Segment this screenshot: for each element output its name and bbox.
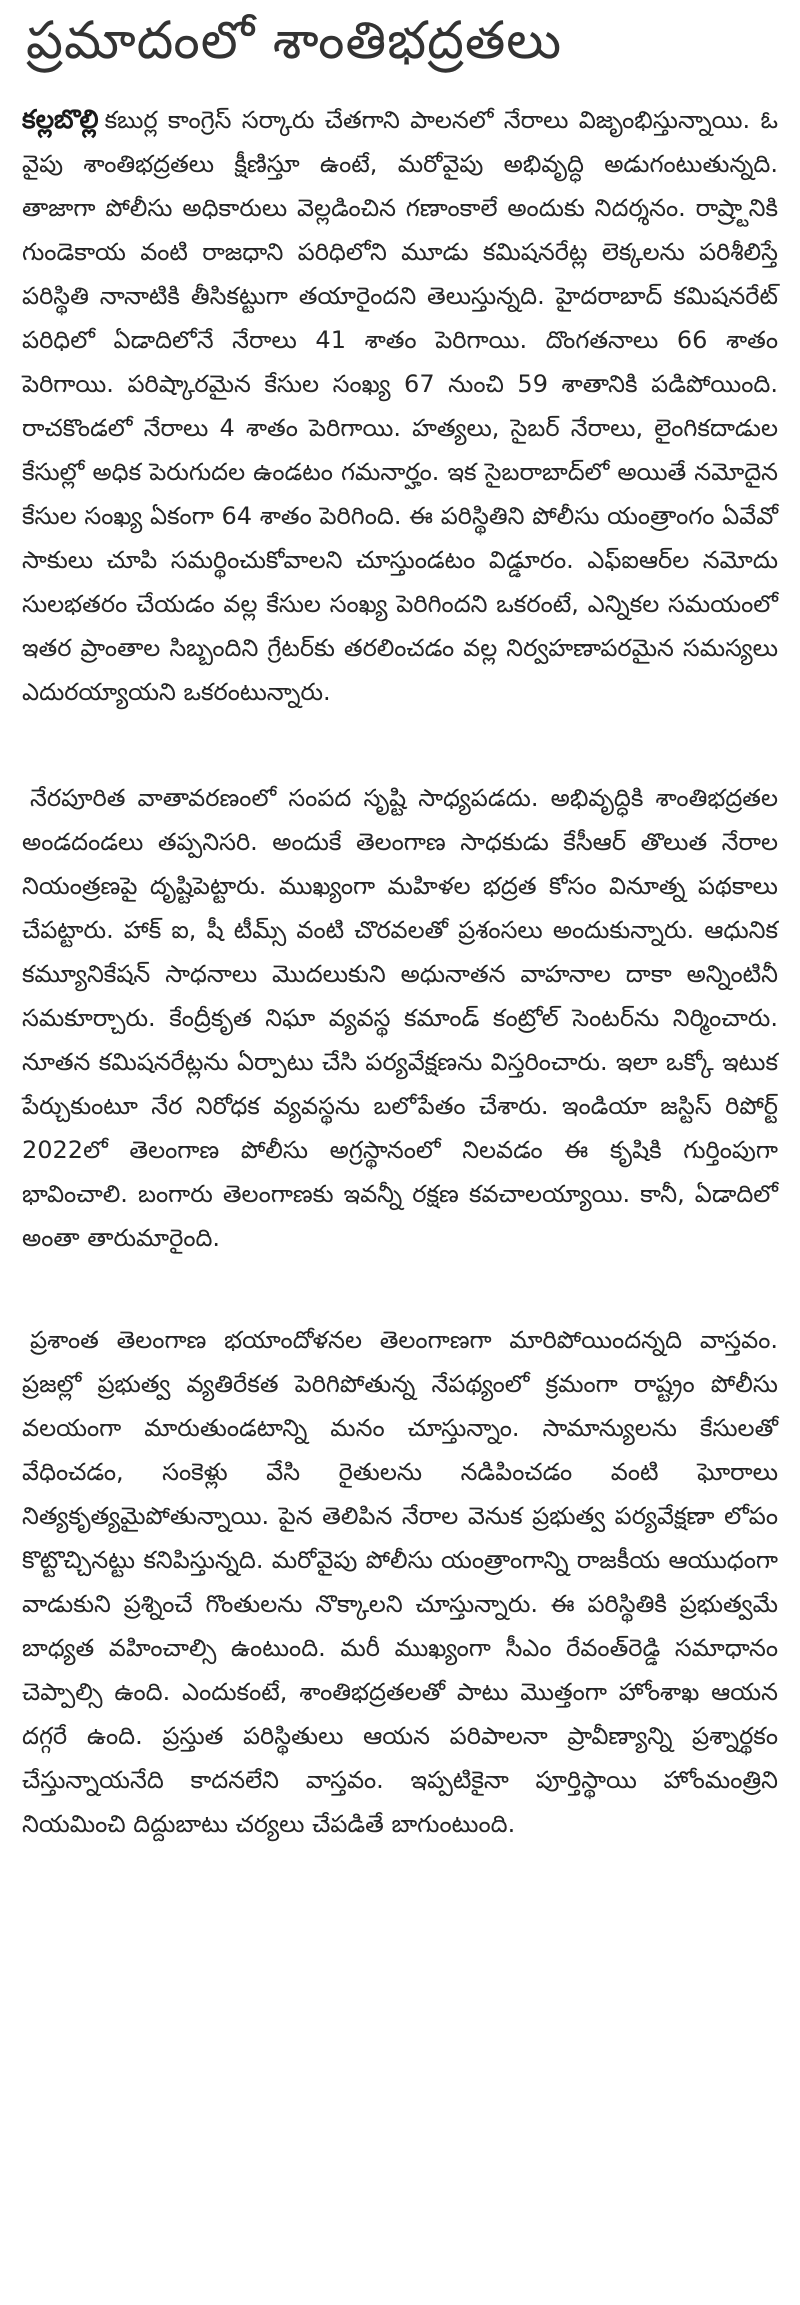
paragraph-3-text: ప్రశాంత తెలంగాణ భయాందోళనల తెలంగాణగా మారిపోయిందన్నది వాస్తవం. ప్రజల్లో ప్రభుత్వ వ్యతిరేకత పెరిగిపోతున్న నేపథ్యంలో క్రమంగా రాష్ట్రం పోలీసు వలయంగా మారుతుండటాన్ని మనం చూస్తున్నాం. సామాన్యులను కేసులతో వేధించడం, సంకెళ్లు వేసి రైతులను నడిపించడం వంటి ఘోరాలు నిత్యకృత్యమైపోతున్నాయి. పైన తెలిపిన నేరాల వెనుక ప్రభుత్వ పర్యవేక్షణా లోపం కొట్టొచ్చినట్టు కనిపిస్తున్నది. మరోవైపు పోలీసు యంత్రాంగాన్ని రాజకీయ ఆయుధంగా వాడుకుని ప్రశ్నించే గొంతులను నొక్కాలని చూస్తున్నారు. ఈ పరిస్థితికి ప్రభుత్వమే బాధ్యత వహించాల్సి ఉంటుంది. మరీ ముఖ్యంగా సీఎం రేవంత్‌రెడ్డి సమాధానం చెప్పాల్సి ఉంది. ఎందుకంటే, శాంతిభద్రతలతో పాటు మొత్తంగా హోంశాఖ ఆయన దగ్గరే ఉంది. ప్రస్తుత పరిస్థితులు ఆయన పరిపాలనా ప్రావీణ్యాన్ని ప్రశ్నార్థకం చేస్తున్నాయనేది కాదనలేని వాస్తవం. ఇప్పటికైనా పూర్తిస్థాయి హోంమంత్రిని నియమించి దిద్దుబాటు చర్యలు చేపడితే బాగుంటుంది. [22,1326,778,1838]
paragraph-2-text: నేరపూరిత వాతావరణంలో సంపద సృష్టి సాధ్యపడదు. అభివృద్ధికి శాంతిభద్రతల అండదండలు తప్పనిసరి. అందుకే తెలంగాణ సాధకుడు కేసీఆర్ తొలుత నేరాల నియంత్రణపై దృష్టిపెట్టారు. ముఖ్యంగా మహిళల భద్రత కోసం వినూత్న పథకాలు చేపట్టారు. హాక్ ఐ, షీ టీమ్స్ వంటి చొరవలతో ప్రశంసలు అందుకున్నారు. ఆధునిక కమ్యూనికేషన్ సాధనాలు మొదలుకుని అధునాతన వాహనాల దాకా అన్నింటినీ సమకూర్చారు. కేంద్రీకృత నిఘా వ్యవస్థ కమాండ్ కంట్రోల్ సెంటర్‌ను నిర్మించారు. నూతన కమిషనరేట్లను ఏర్పాటు చేసి పర్యవేక్షణను విస్తరించారు. ఇలా ఒక్కో ఇటుక పేర్చుకుంటూ నేర నిరోధక వ్యవస్థను బలోపేతం చేశారు. ఇండియా జస్టిస్ రిపోర్ట్ 2022లో తెలంగాణ పోలీసు అగ్రస్థానంలో నిలవడం ఈ కృషికి గుర్తింపుగా భావించాలి. బంగారు తెలంగాణకు ఇవన్నీ రక్షణ కవచాలయ్యాయి. కానీ, ఏడాదిలో అంతా తారుమారైంది. [22,784,778,1252]
paragraph-3 [22,1318,778,1846]
lead-word: కల్లబొల్లి [22,105,99,135]
headline: ప్రమాదంలో శాంతిభద్రతలు [26,11,563,71]
paragraph-1-text: కబుర్ల కాంగ్రెస్ సర్కారు చేతగాని పాలనలో నేరాలు విజృంభిస్తున్నాయి. ఓ వైపు శాంతిభద్రతలు క్షీణిస్తూ ఉంటే, మరోవైపు అభివృద్ధి అడుగంటుతున్నది. తాజాగా పోలీసు అధికారులు వెల్లడించిన గణాంకాలే అందుకు నిదర్శనం. రాష్ర్టానికి గుండెకాయ వంటి రాజధాని పరిధిలోని మూడు కమిషనరేట్ల లెక్కలను పరిశీలిస్తే పరిస్థితి నానాటికి తీసికట్టుగా తయారైందని తెలుస్తున్నది. హైదరాబాద్ కమిషనరేట్ పరిధిలో ఏడాదిలోనే నేరాలు 41 శాతం పెరిగాయి. దొంగతనాలు 66 శాతం పెరిగాయి. పరిష్కారమైన కేసుల సంఖ్య 67 నుంచి 59 శాతానికి పడిపోయింది. రాచకొండలో నేరాలు 4 శాతం పెరిగాయి. హత్యలు, సైబర్ నేరాలు, లైంగికదాడుల కేసుల్లో అధిక పెరుగుదల ఉండటం గమనార్హం. ఇక సైబరాబాద్‌లో అయితే నమోదైన కేసుల సంఖ్య ఏకంగా 64 శాతం పెరిగింది. ఈ పరిస్థితిని పోలీసు యంత్రాంగం ఏవేవో సాకులు చూపి సమర్థించుకోవాలని చూస్తుండటం విడ్డూరం. ఎఫ్ఐఆర్‌ల నమోదు సులభతరం చేయడం వల్ల కేసుల సంఖ్య పెరిగిందని ఒకరంటే, ఎన్నికల సమయంలో ఇతర ప్రాంతాల సిబ్బందిని గ్రేటర్‌కు తరలించడం వల్ల నిర్వహణాపరమైన సమస్యలు ఎదురయ్యాయని ఒకరంటున్నారు. [22,106,778,706]
paragraph-2 [22,776,778,1260]
paragraph-1 [22,98,778,714]
